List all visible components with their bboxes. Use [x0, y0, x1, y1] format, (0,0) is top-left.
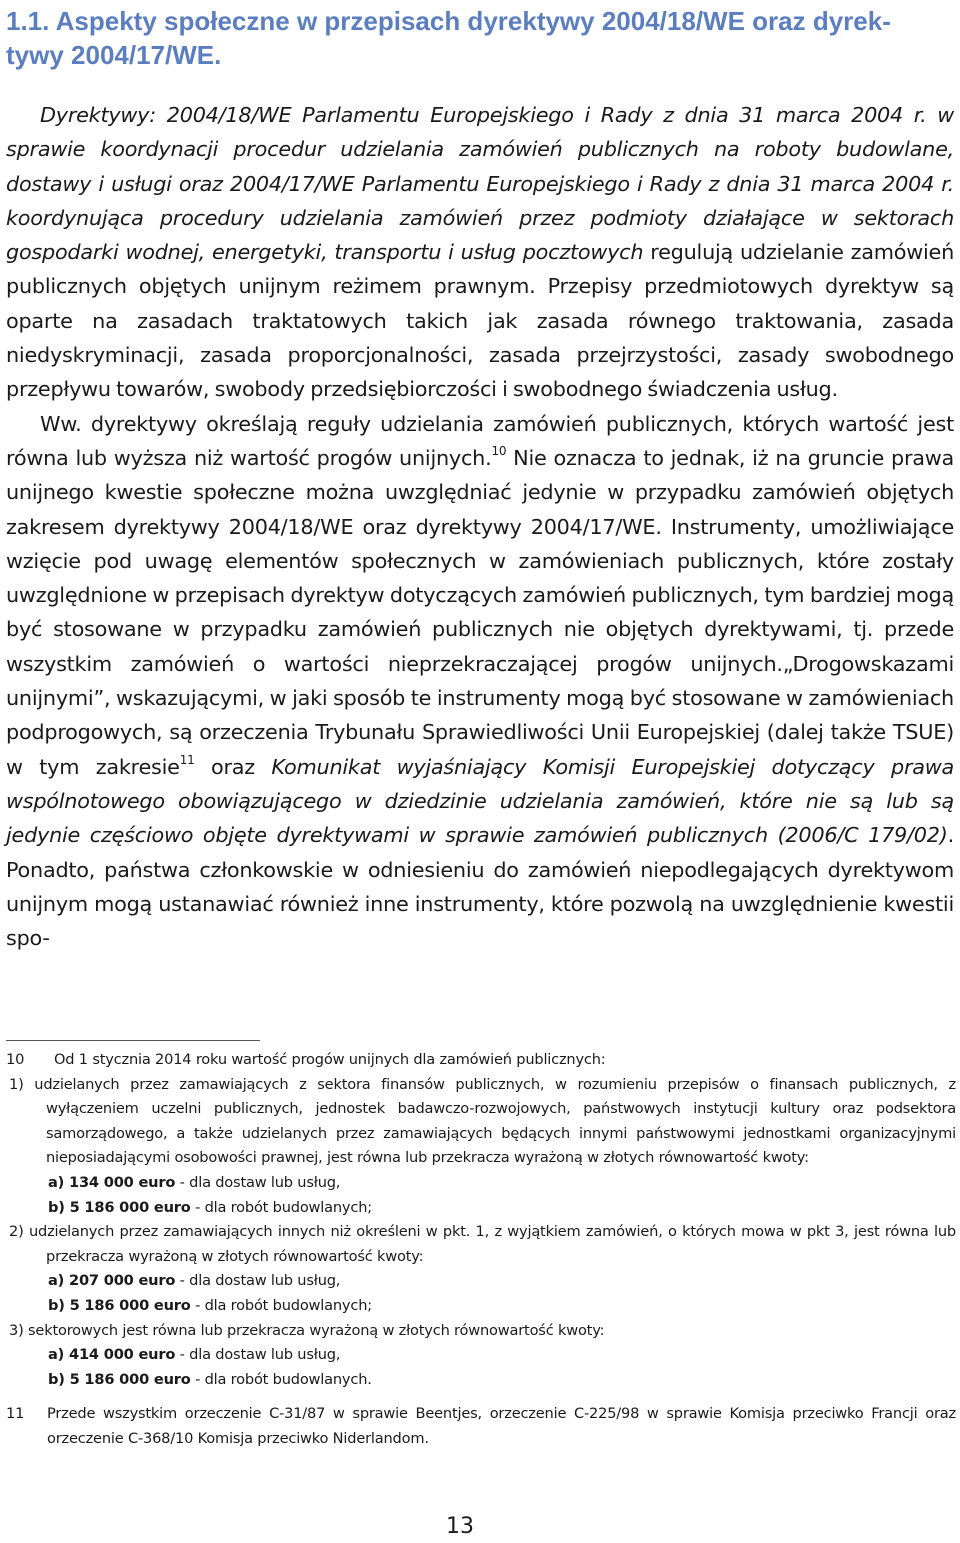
footnote-separator [6, 1040, 260, 1041]
paragraph-1-text: regulują udzielanie zamówień publicznych objętych unijnym reżimem prawnym. Przepisy przedmiotowych dyrektyw są oparte na zasadach traktatowych takich jak zasada równego traktowania, zasada niedyskryminacji, zasada proporcjonalności, zasada przejrzystości, zasady swobodnego przepływu towarów, swobody przedsiębiorczości i swobodnego świadczenia usług. [6, 240, 955, 402]
threshold-value: b) 5 186 000 euro - dla robót budowlanych; [48, 1198, 372, 1216]
communication-title: Komunikat wyjaśniający Komisji Europejskiej dotyczący prawa wspólnotowego obowiązującego w dziedzinie udzielania zamówień, które nie są lub są jedynie częściowo objęte dyrektywami w sprawie zamówień publicznych (2006/C 179/02) [6, 754, 955, 848]
heading-line-1: 1.1. Aspekty społeczne w przepisach dyrektywy 2004/18/WE oraz dyrek- [6, 6, 891, 36]
directives-title: Dyrektywy: 2004/18/WE Parlamentu Europejskiego i Rady z dnia 31 marca 2004 r. w sprawie koordynacji procedur udzielania zamówień publicznych na roboty budowlane, dostawy i usługi oraz 2004/17/WE Parlamentu Europejskiego i Rady z dnia 31 marca 2004 r. koordynująca procedury udzielania zamówień przez podmioty działające w sektorach gospodarki wodnej, energetyki, transportu i usług pocztowych [6, 103, 954, 265]
paragraph-2-text-c: oraz [194, 754, 272, 779]
threshold-value: a) 414 000 euro - dla dostaw lub usług, [48, 1346, 341, 1364]
paragraph-2-text-b: Nie oznacza to jednak, iż na gruncie prawa unijnego kwestie społeczne można uwzględniać jedynie w przypadku zamówień objętych zakresem dyrektywy 2004/18/WE oraz dyrektywy 2004/17/WE. Instrumenty, umożliwiające wzięcie pod uwagę elementów społecznych w zamówieniach publicznych, które zostały uwzględnione w przepisach dyrektyw dotyczących zamówień publicznych, tym bardziej mogą być stosowane w przypadku zamówień publicznych nie objętych dyrektywami, tj. przede wszystkim zamówień o wartości nieprzekraczającej progów unijnych.„Drogowskazami unijnymi”, wskazującymi, w jaki sposób te instrumenty mogą być stosowane w zamówieniach podprogowych, są orzeczenia Trybunału Sprawiedliwości Unii Europejskiej (dalej także TSUE) w tym zakresie [6, 445, 954, 779]
threshold-value: a) 134 000 euro - dla dostaw lub usług, [48, 1173, 341, 1191]
paragraph-2 [6, 407, 954, 956]
footnote-number: 11 [6, 1405, 25, 1423]
heading-line-2: tywy 2004/17/WE. [6, 40, 222, 70]
body-text [6, 98, 954, 955]
footnote-10 [6, 1048, 956, 1073]
page-number: 13 [446, 1514, 474, 1539]
threshold-value: b) 5 186 000 euro - dla robót budowlanych; [48, 1296, 372, 1314]
section-heading [6, 4, 950, 72]
paragraph-2-text-d: . Ponadto, państwa członkowskie w odniesieniu do zamówień niepodlegających dyrektywom unijnym mogą ustanawiać również inne instrumenty, które pozwolą na uwzględnienie kwestii spo- [6, 823, 954, 951]
footnote-ref-11[interactable]: 11 [179, 752, 195, 767]
threshold-value: a) 207 000 euro - dla dostaw lub usług, [48, 1272, 341, 1290]
paragraph-2-text-a: Ww. dyrektywy określają reguły udzielania zamówień publicznych, których wartość jest równa lub wyższa niż wartość progów unijnych. [6, 411, 954, 470]
footnote-11 [6, 1402, 956, 1451]
footnote-10-item-1: 1) udzielanych przez zamawiających z sektora finansów publicznych, w rozumieniu przepisów o finansach publicznych, z wyłączeniem uczelni publicznych, jednostek badawczo-rozwojowych, państwowych instytucji kultury oraz podsektora samorządowego, a także udzielanych przez zamawiających będących innymi państwowymi jednostkami organizacyjnymi nieposiadającymi osobowości prawnej, jest równa lub przekracza wyrażoną w złotych równowartość kwoty: [9, 1075, 956, 1167]
footnote-text: Przede wszystkim orzeczenie C-31/87 w sprawie Beentjes, orzeczenie C-225/98 w sprawie Komisja przeciwko Francji oraz orzeczenie C-368/10 Komisja przeciwko Niderlandom. [47, 1405, 956, 1447]
footnote-number: 10 [6, 1051, 25, 1068]
footnote-ref-10[interactable]: 10 [491, 443, 507, 458]
footnote-10-item-2: 2) udzielanych przez zamawiających innych niż określeni w pkt. 1, z wyjątkiem zamówień, o których mowa w pkt 3, jest równa lub przekracza wyrażoną w złotych równowartość kwoty: [9, 1223, 956, 1265]
paragraph-1 [6, 98, 954, 407]
footnote-text: Od 1 stycznia 2014 roku wartość progów unijnych dla zamówień publicznych: [54, 1051, 606, 1068]
threshold-value: b) 5 186 000 euro - dla robót budowlanych. [48, 1370, 372, 1388]
footnotes [6, 1048, 956, 1452]
footnote-10-item-3: 3) sektorowych jest równa lub przekracza wyrażoną w złotych równowartość kwoty: [9, 1321, 605, 1339]
